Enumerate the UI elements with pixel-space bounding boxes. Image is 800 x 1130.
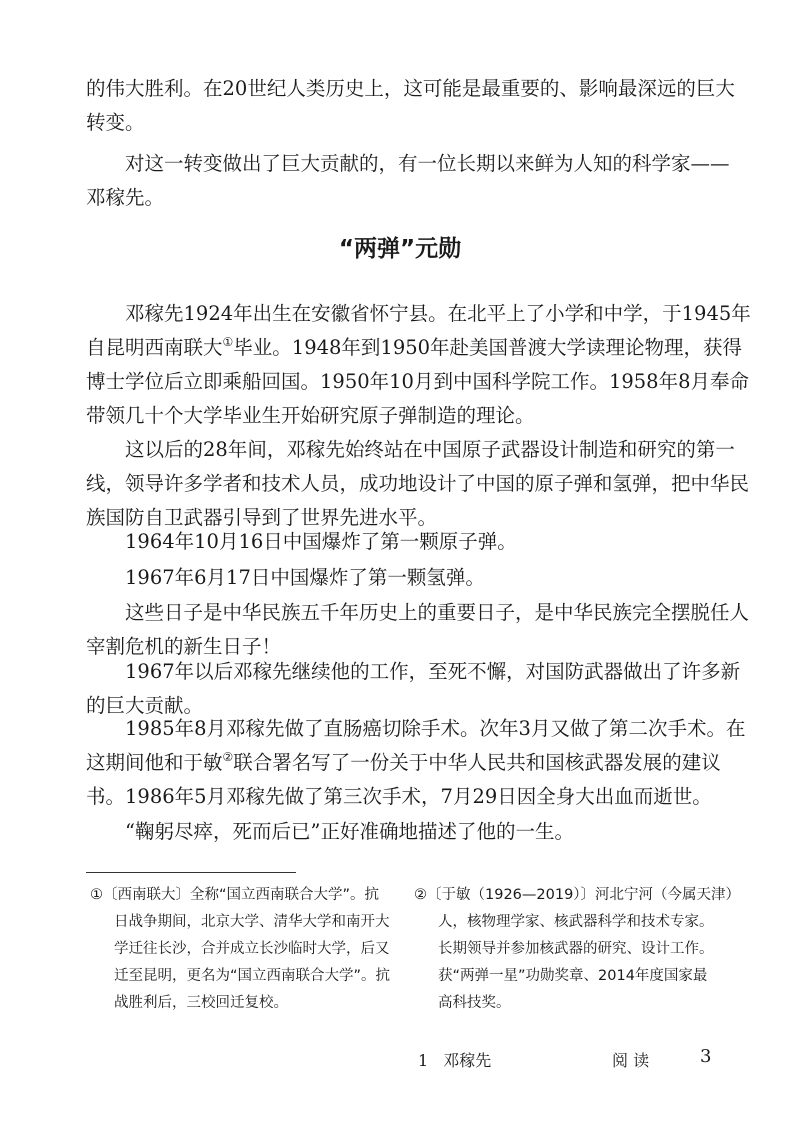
- footnote-ref-2: ②: [222, 750, 234, 764]
- footnote-line: 长期领导并参加核武器的研究、设计工作。: [438, 941, 714, 957]
- footnote-line: 日战争期间，北京大学、清华大学和南开大: [114, 914, 390, 930]
- body-paragraph-4: [86, 561, 716, 595]
- text-line: 这期间他和于敏②联合署名写了一份关于中华人民共和国核武器发展的建议: [86, 750, 721, 774]
- body-paragraph-7: [86, 712, 746, 814]
- text-line: 博士学位后立即乘船回国。1950年10月到中国科学院工作。1958年8月奉命: [86, 370, 749, 393]
- text-line: 1985年8月邓稼先做了直肠癌切除手术。次年3月又做了第二次手术。在: [125, 717, 746, 740]
- text-line: 邓稼先1924年出生在安徽省怀宁县。在北平上了小学和中学，于1945年: [125, 302, 751, 325]
- page-number: 3: [700, 1046, 712, 1067]
- footnote-line: ②〔于敏（1926—2019）〕河北宁河（今属天津）: [414, 887, 741, 903]
- text-line: “鞠躬尽瘁，死而后已”正好准确地描述了他的一生。: [125, 820, 574, 843]
- footnote-ref-1: ①: [222, 335, 234, 349]
- text-line: 的巨大贡献。: [86, 694, 204, 717]
- footnote-line: ①〔西南联大〕全称“国立西南联合大学”。抗: [90, 887, 380, 903]
- text-line: 带领几十个大学毕业生开始研究原子弹制造的理论。: [86, 404, 535, 427]
- body-paragraph-8: [86, 815, 716, 849]
- text-line: 自昆明西南联大①毕业。1948年到1950年赴美国普渡大学读理论物理，获得: [86, 335, 743, 359]
- lesson-title: 邓稼先: [443, 1051, 492, 1070]
- footnote-line: 获“两弹一星”功勋奖章、2014年度国家最: [438, 968, 708, 984]
- footnote-line: 学迁往长沙，合并成立长沙临时大学，后又: [114, 941, 390, 957]
- text-line: 宰割危机的新生日子！: [86, 635, 282, 658]
- text-line: 书。1986年5月邓稼先做了第三次手术，7月29日因全身大出血而逝世。: [86, 785, 712, 808]
- text-line: 线，领导许多学者和技术人员，成功地设计了中国的原子弹和氢弹，把中华民: [86, 472, 750, 495]
- text-line: 族国防自卫武器引导到了世界先进水平。: [86, 506, 438, 529]
- intro-paragraph-2: [86, 147, 730, 215]
- footnote-divider: [86, 872, 296, 873]
- footnote-2: [414, 882, 741, 1017]
- footnote-line: 人，核物理学家、核武器科学和技术专家。: [438, 914, 714, 930]
- footnote-line: 高科技奖。: [438, 995, 511, 1011]
- text-line: 1964年10月16日中国爆炸了第一颗原子弹。: [125, 530, 517, 553]
- section-title: “两弹”元勋: [338, 236, 462, 262]
- footnote-1: [90, 882, 395, 1017]
- text-line: 邓稼先。: [86, 186, 165, 209]
- text-line: 的伟大胜利。在20世纪人类历史上，这可能是最重要的、影响最深远的巨大: [86, 77, 735, 100]
- lesson-number: 1: [418, 1051, 429, 1070]
- text-line: 转变。: [86, 111, 145, 134]
- footnote-line: 迁至昆明，更名为“国立西南联合大学”。抗: [114, 968, 391, 984]
- body-paragraph-5: [86, 596, 750, 664]
- text-line: 1967年6月17日中国爆炸了第一颗氢弹。: [125, 566, 485, 589]
- body-paragraph-2: [86, 433, 750, 535]
- footnote-line: 战胜利后，三校回迁复校。: [114, 995, 288, 1011]
- body-paragraph-3: [86, 525, 716, 559]
- footer-section: 阅 读: [612, 1051, 650, 1070]
- footer-lesson: [418, 1048, 491, 1071]
- text-line: 对这一转变做出了巨大贡献的，有一位长期以来鲜为人知的科学家——: [125, 152, 730, 175]
- text-line: 这些日子是中华民族五千年历史上的重要日子，是中华民族完全摆脱任人: [125, 601, 750, 624]
- body-paragraph-1: [86, 297, 751, 433]
- text-line: 这以后的28年间，邓稼先始终站在中国原子武器设计制造和研究的第一: [125, 438, 735, 461]
- intro-paragraph-1: [86, 72, 735, 140]
- text-line: 1967年以后邓稼先继续他的工作，至死不懈，对国防武器做出了许多新: [125, 660, 741, 683]
